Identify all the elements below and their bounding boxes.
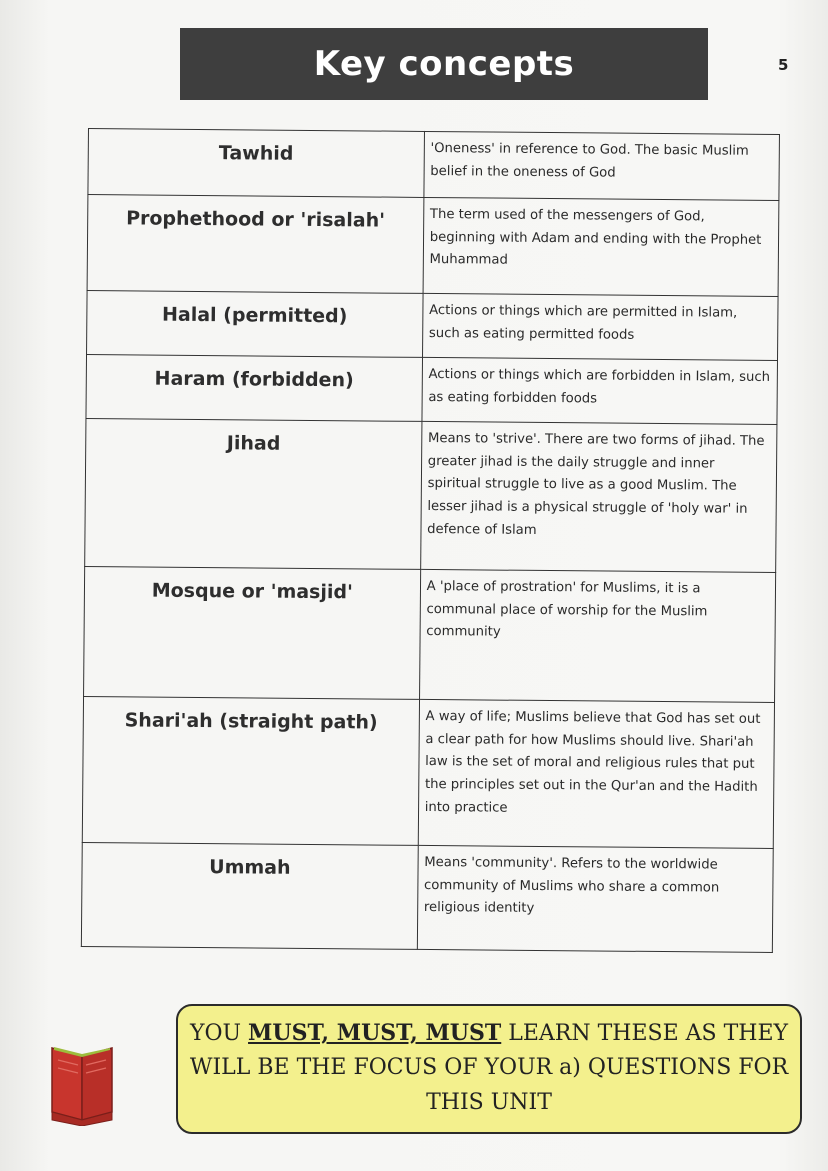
note-text-end: LEARN THESE AS THEY WILL BE THE FOCUS OF YOUR a) QUESTIONS FOR THIS UNIT — [189, 1021, 789, 1115]
term-cell — [84, 566, 421, 699]
term-text: Shari'ah (straight path) — [124, 709, 378, 734]
definition-text: The term used of the messengers of God, beginning with Adam and ending with the Prophet Muhammad — [429, 206, 762, 269]
term-text: Jihad — [226, 432, 281, 455]
definition-text: Means to 'strive'. There are two forms of jihad. The greater jihad is the daily struggle and inner spiritual struggle to live as a good Muslim. The lesser jihad is a physical struggle of 'holy war' in defence of Islam — [427, 430, 765, 538]
definition-text: Means 'community'. Refers to the worldwide community of Muslims who share a common religious identity — [423, 854, 720, 917]
term-cell — [88, 129, 424, 198]
definition-cell — [419, 569, 775, 702]
page-title-text: Key concepts — [313, 44, 575, 84]
term-text: Halal (permitted) — [161, 303, 348, 328]
table-row — [87, 195, 779, 297]
term-cell — [86, 354, 422, 421]
table-row — [82, 696, 774, 848]
term-cell — [81, 842, 418, 949]
key-concepts-table — [81, 128, 780, 953]
definition-text: A way of life; Muslims believe that God has set out a clear path for how Muslims should live. Shari'ah law is the set of moral and religious rules that put the principles set out in the Qur'an and the Hadith into practice — [424, 708, 761, 816]
term-cell — [87, 290, 423, 357]
table-row — [88, 129, 780, 201]
term-text: Tawhid — [218, 142, 294, 165]
definition-text: 'Oneness' in reference to God. The basic Muslim belief in the oneness of God — [430, 140, 749, 181]
definition-cell — [422, 293, 778, 360]
definition-text: Actions or things which are permitted in Islam, such as eating permitted foods — [428, 302, 738, 343]
term-cell — [87, 195, 424, 294]
book-icon — [44, 1046, 120, 1126]
term-text: Prophethood or 'risalah' — [126, 207, 386, 232]
note-text-start: YOU — [189, 1021, 249, 1046]
definition-cell — [420, 421, 777, 572]
table-row — [84, 566, 776, 702]
exam-reminder-note — [176, 1004, 802, 1134]
definition-cell — [424, 131, 780, 200]
table-row — [86, 354, 778, 424]
term-text: Haram (forbidden) — [154, 367, 354, 392]
term-text: Ummah — [209, 856, 291, 879]
page-title — [180, 28, 708, 100]
table-row — [87, 290, 779, 360]
definition-cell — [417, 845, 773, 952]
term-cell — [82, 696, 419, 845]
definition-cell — [423, 197, 779, 296]
table-row — [85, 418, 777, 572]
definition-text: A 'place of prostration' for Muslims, it is a communal place of worship for the Muslim community — [426, 578, 708, 641]
definition-cell — [422, 357, 778, 424]
definition-text: Actions or things which are forbidden in Islam, such as eating forbidden foods — [428, 366, 771, 407]
term-text: Mosque or 'masjid' — [151, 579, 353, 604]
term-cell — [85, 418, 422, 569]
definition-cell — [418, 699, 775, 848]
table-row — [81, 842, 773, 952]
note-emphasis: MUST, MUST, MUST — [248, 1020, 502, 1046]
page-number: 5 — [778, 56, 789, 74]
